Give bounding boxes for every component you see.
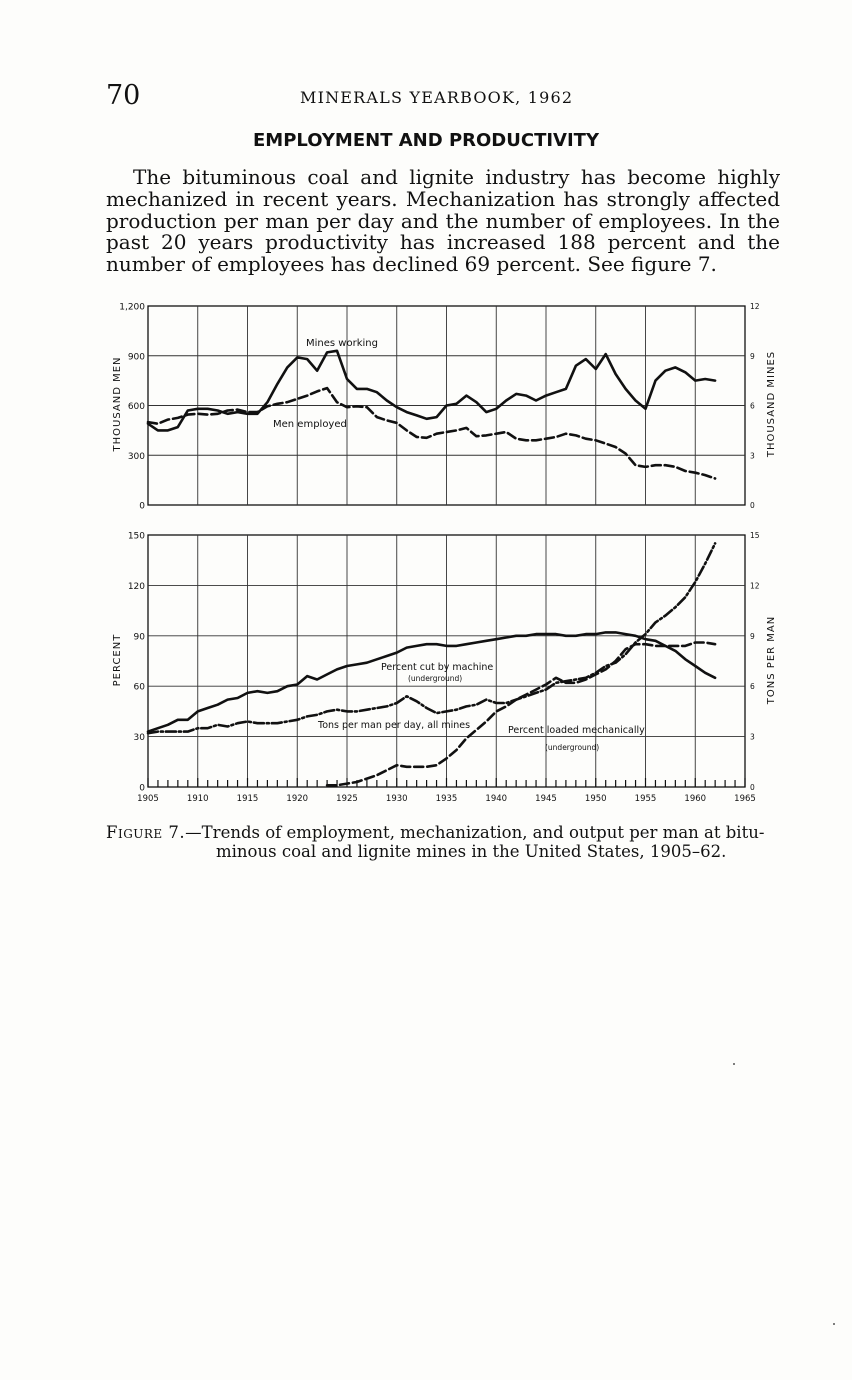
left-tick-label: 60: [133, 682, 145, 693]
series-line-1: [148, 351, 715, 431]
right-tick-label: 6: [750, 401, 755, 411]
right-tick-label: 0: [750, 501, 755, 510]
section-title: EMPLOYMENT AND PRODUCTIVITY: [253, 130, 599, 151]
left-tick-label: 150: [127, 531, 145, 542]
mines-working-label: Mines working: [306, 338, 378, 349]
right-tick-label: 9: [750, 631, 755, 641]
x-tick-label: 1955: [634, 794, 657, 804]
left-tick-label: 1,200: [119, 302, 145, 313]
top-chart-right-axis-label: THOUSAND MINES: [766, 350, 777, 458]
right-tick-label: 3: [750, 732, 755, 742]
x-tick-label: 1950: [584, 794, 607, 804]
page-number: 70: [106, 80, 141, 111]
x-tick-label: 1905: [137, 794, 159, 804]
x-tick-label: 1915: [236, 794, 259, 804]
tons-per-man-label: Tons per man per day, all mines: [318, 720, 471, 731]
top-chart-series: [148, 351, 715, 479]
running-head: MINERALS YEARBOOK, 1962: [300, 88, 574, 107]
percent-loaded-sub-label: (underground): [545, 743, 600, 752]
right-tick-label: 3: [750, 451, 755, 461]
right-tick-label: 15: [750, 531, 760, 540]
percent-cut-sub-label: (underground): [408, 674, 463, 683]
figure-label: Figure 7.: [106, 823, 186, 842]
men-employed-label: Men employed: [273, 419, 347, 430]
body-paragraph: The bituminous coal and lignite industry has become highly mechanized in recent years. Mechanization has strongly affected production per man per day and the number of employees. In the past 20 years productivity has increased 188 percent and the number of employees has declined 69 percent. See figure 7.: [106, 165, 780, 277]
stray-mark: [733, 1063, 735, 1065]
series-line-2: [148, 543, 715, 733]
stray-mark: [833, 1323, 835, 1325]
x-tick-label: 1910: [186, 794, 209, 804]
x-tick-label: 1925: [336, 794, 358, 804]
x-tick-label: 1940: [485, 794, 508, 804]
top-chart-ticks: [119, 302, 760, 512]
x-tick-label: 1945: [535, 794, 557, 804]
top-chart-left-axis-label: THOUSAND MEN: [112, 356, 123, 452]
percent-loaded-label: Percent loaded mechanically: [508, 725, 645, 736]
series-line-2: [148, 388, 715, 478]
bottom-chart-left-axis-label: PERCENT: [112, 633, 123, 687]
left-tick-label: 30: [133, 733, 145, 744]
x-tick-label: 1920: [286, 794, 309, 804]
right-tick-label: 6: [750, 682, 755, 692]
x-tick-label: 1960: [684, 794, 707, 804]
x-tick-label: 1965: [734, 794, 756, 804]
x-tick-label: 1930: [385, 794, 408, 804]
x-tick-label: 1935: [435, 794, 458, 804]
caption-line-1: —Trends of employment, mechanization, and output per man at bitu-: [185, 823, 765, 842]
bottom-chart-right-axis-label: TONS PER MAN: [766, 615, 777, 705]
right-tick-label: 12: [750, 581, 760, 591]
figure-caption: [106, 823, 780, 861]
top-chart: [112, 302, 777, 512]
left-tick-label: 300: [127, 451, 145, 462]
left-tick-label: 120: [127, 581, 145, 592]
left-tick-label: 0: [139, 501, 145, 512]
right-tick-label: 9: [750, 351, 755, 361]
bottom-chart: [112, 531, 777, 804]
bottom-chart-grid: [148, 535, 745, 787]
left-tick-label: 0: [139, 783, 145, 794]
left-tick-label: 600: [127, 402, 145, 412]
left-tick-label: 900: [127, 352, 145, 363]
right-tick-label: 12: [750, 302, 760, 311]
right-tick-label: 0: [750, 783, 755, 792]
caption-line-2: minous coal and lignite mines in the United States, 1905–62.: [216, 842, 727, 861]
percent-cut-label: Percent cut by machine: [381, 662, 494, 673]
left-tick-label: 90: [133, 632, 145, 643]
